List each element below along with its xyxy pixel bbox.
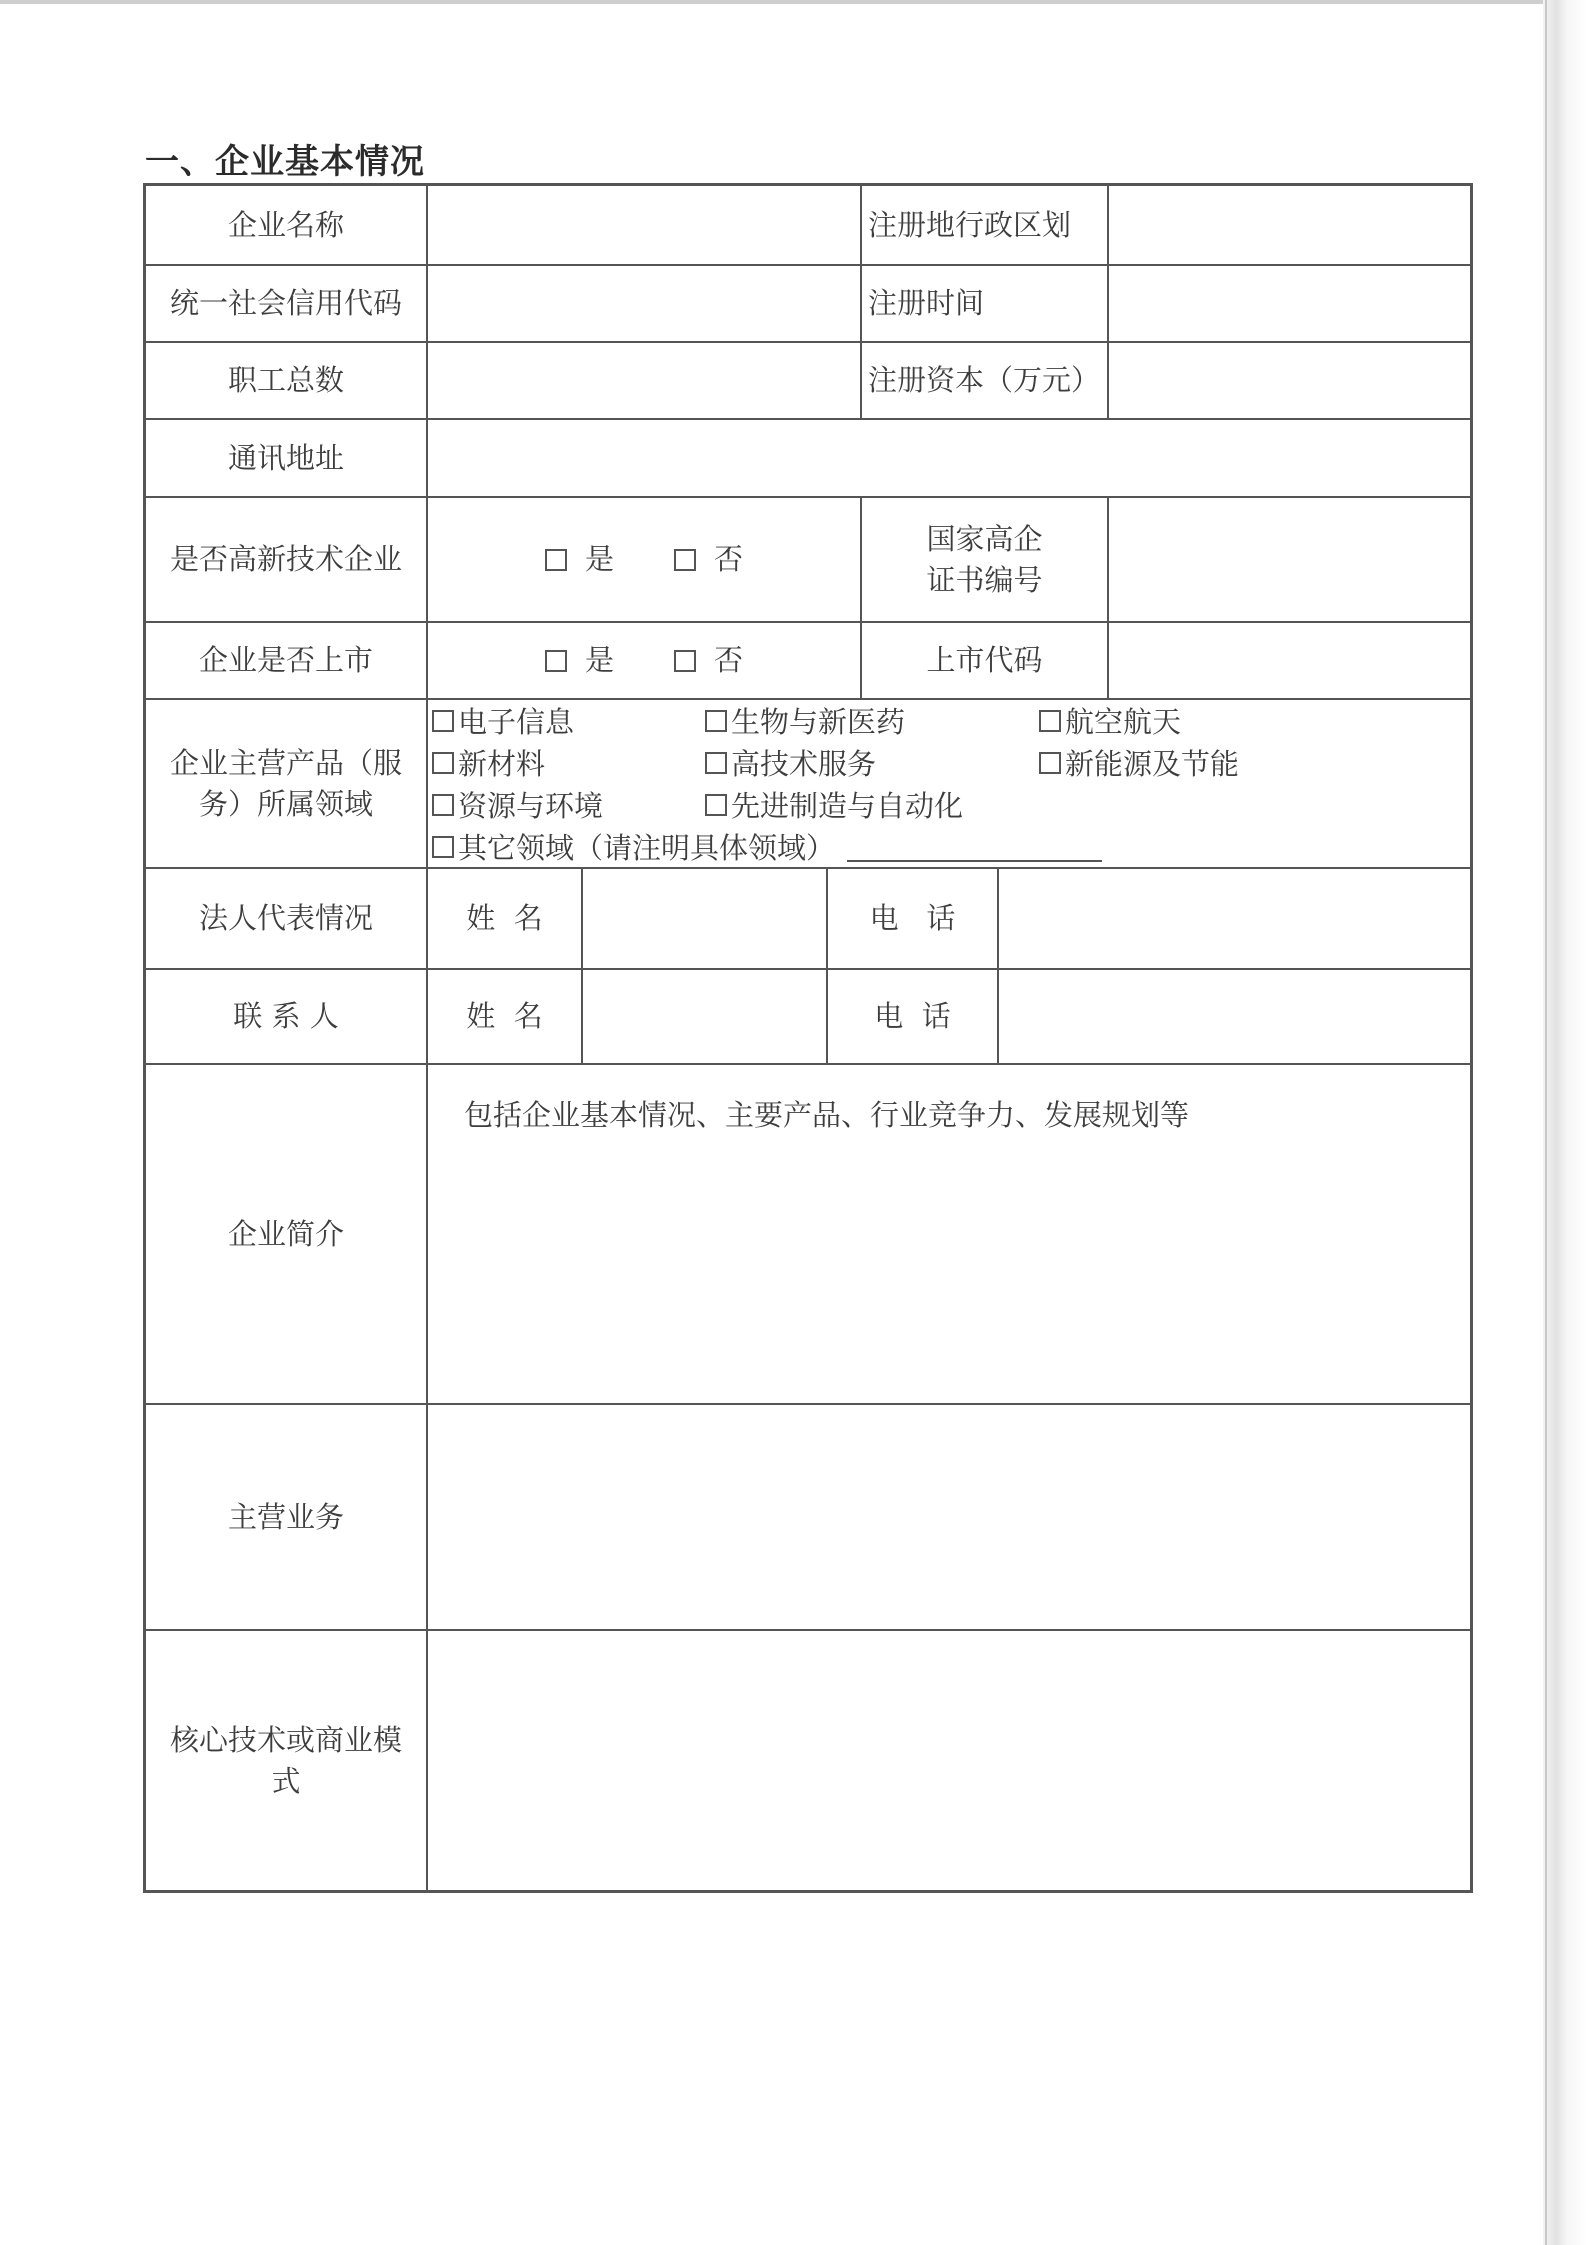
contact-label-text: 联 系 人 <box>233 999 339 1034</box>
field-option-advanced-mfg[interactable] <box>705 784 963 825</box>
company-name-label <box>146 186 426 264</box>
field-option-text: 高技术服务 <box>731 747 877 781</box>
hightech-no-option[interactable] <box>674 539 743 580</box>
field-option-new-energy[interactable] <box>1039 742 1239 783</box>
contact-name-input[interactable] <box>583 970 826 1063</box>
other-field-blank[interactable] <box>847 860 1102 862</box>
hightech-label <box>146 498 426 621</box>
checkbox[interactable] <box>674 650 696 672</box>
contact-phone-input[interactable] <box>999 970 1470 1063</box>
scan-edge-right <box>1543 0 1587 2245</box>
credit-code-input[interactable] <box>428 266 860 341</box>
name-label-text: 姓 名 <box>466 901 543 936</box>
legal-rep-label-text: 法人代表情况 <box>198 901 373 936</box>
yes-text: 是 <box>584 542 614 577</box>
checkbox[interactable] <box>705 752 727 774</box>
intro-label <box>146 1065 426 1403</box>
listed-no-option[interactable] <box>674 640 743 681</box>
phone-label-text: 电 话 <box>869 901 956 936</box>
name-label-text: 姓 名 <box>466 999 543 1034</box>
address-input[interactable] <box>428 420 1470 496</box>
reg-region-input[interactable] <box>1109 186 1470 264</box>
checkbox[interactable] <box>674 549 696 571</box>
reg-time-label <box>868 266 1107 341</box>
legal-rep-name-label <box>428 869 581 968</box>
field-option-resources-env[interactable] <box>432 784 603 825</box>
field-options <box>432 700 1468 867</box>
listed-yes-option[interactable] <box>545 640 614 681</box>
section-title: 一、企业基本情况 <box>145 142 425 182</box>
field-option-electronic-info[interactable] <box>432 700 574 741</box>
checkbox[interactable] <box>432 836 454 858</box>
field-option-text: 新材料 <box>458 747 546 781</box>
field-option-hightech-services[interactable] <box>705 742 876 783</box>
reg-region-label <box>868 186 1107 264</box>
contact-name-label <box>428 970 581 1063</box>
no-text: 否 <box>714 542 744 577</box>
credit-code-label-text: 统一社会信用代码 <box>169 286 402 321</box>
contact-phone-label <box>828 970 997 1063</box>
address-label-text: 通讯地址 <box>227 440 344 475</box>
checkbox[interactable] <box>705 710 727 732</box>
listed-label-text: 企业是否上市 <box>198 643 373 678</box>
checkbox[interactable] <box>545 549 567 571</box>
reg-capital-input[interactable] <box>1109 343 1470 418</box>
employees-input[interactable] <box>428 343 860 418</box>
legal-rep-phone-input[interactable] <box>999 869 1470 968</box>
hightech-yes-option[interactable] <box>545 539 614 580</box>
field-option-new-materials[interactable] <box>432 742 545 783</box>
intro-hint-text: 包括企业基本情况、主要产品、行业竞争力、发展规划等 <box>464 1098 1190 1132</box>
field-option-text: 新能源及节能 <box>1065 747 1240 781</box>
stock-code-label-text: 上市代码 <box>926 643 1043 678</box>
hightech-label-text: 是否高新技术企业 <box>169 542 402 577</box>
contact-label <box>146 970 426 1063</box>
field-label <box>146 700 426 867</box>
address-label <box>146 420 426 496</box>
core-tech-label-line2: 式 <box>271 1763 301 1798</box>
cert-label <box>862 498 1107 621</box>
cert-number-input[interactable] <box>1109 498 1470 621</box>
checkbox[interactable] <box>432 794 454 816</box>
checkbox[interactable] <box>545 650 567 672</box>
field-option-text: 资源与环境 <box>458 789 604 823</box>
field-label-line1: 企业主营产品（服 <box>169 745 402 780</box>
stock-code-label <box>862 623 1107 698</box>
hightech-yes-no <box>428 498 860 621</box>
core-tech-label-line1: 核心技术或商业模 <box>169 1722 402 1757</box>
core-tech-input[interactable] <box>428 1631 1470 1890</box>
business-input[interactable] <box>428 1405 1470 1629</box>
field-option-aerospace[interactable] <box>1039 700 1181 741</box>
field-option-bio-medicine[interactable] <box>705 700 905 741</box>
legal-rep-name-input[interactable] <box>583 869 826 968</box>
checkbox[interactable] <box>1039 710 1061 732</box>
no-text: 否 <box>714 643 744 678</box>
core-tech-label <box>146 1631 426 1890</box>
company-name-input[interactable] <box>428 186 860 264</box>
phone-label-text: 电 话 <box>874 999 951 1034</box>
checkbox[interactable] <box>705 794 727 816</box>
field-label-line2: 务）所属领域 <box>198 786 373 821</box>
employees-label <box>146 343 426 418</box>
field-option-text: 电子信息 <box>458 705 575 739</box>
reg-time-label-text: 注册时间 <box>868 286 985 321</box>
checkbox[interactable] <box>432 752 454 774</box>
intro-input[interactable] <box>428 1065 1470 1403</box>
reg-region-label-text: 注册地行政区划 <box>868 207 1072 242</box>
legal-rep-label <box>146 869 426 968</box>
scan-edge-top <box>0 0 1587 4</box>
checkbox[interactable] <box>432 710 454 732</box>
scan-edge-right-line <box>1545 0 1547 2245</box>
business-label <box>146 1405 426 1629</box>
legal-rep-phone-label <box>828 869 997 968</box>
field-option-text: 先进制造与自动化 <box>731 789 964 823</box>
checkbox[interactable] <box>1039 752 1061 774</box>
reg-capital-label <box>868 343 1107 418</box>
cert-label-line1: 国家高企 <box>926 521 1043 556</box>
reg-capital-label-text: 注册资本（万元） <box>868 363 1101 398</box>
field-option-other[interactable] <box>432 826 1102 867</box>
intro-label-text: 企业简介 <box>227 1216 344 1251</box>
field-option-text: 生物与新医药 <box>731 705 906 739</box>
enterprise-info-form <box>143 183 1473 1893</box>
field-option-text: 航空航天 <box>1065 705 1182 739</box>
cert-label-line2: 证书编号 <box>926 562 1043 597</box>
business-label-text: 主营业务 <box>227 1499 344 1534</box>
reg-time-input[interactable] <box>1109 266 1470 341</box>
listed-label <box>146 623 426 698</box>
company-name-label-text: 企业名称 <box>227 207 344 242</box>
yes-text: 是 <box>584 643 614 678</box>
employees-label-text: 职工总数 <box>227 363 344 398</box>
credit-code-label <box>146 266 426 341</box>
listed-yes-no <box>428 623 860 698</box>
col-divider <box>860 186 862 418</box>
stock-code-input[interactable] <box>1109 623 1470 698</box>
field-option-text: 其它领域（请注明具体领域） <box>458 831 836 865</box>
